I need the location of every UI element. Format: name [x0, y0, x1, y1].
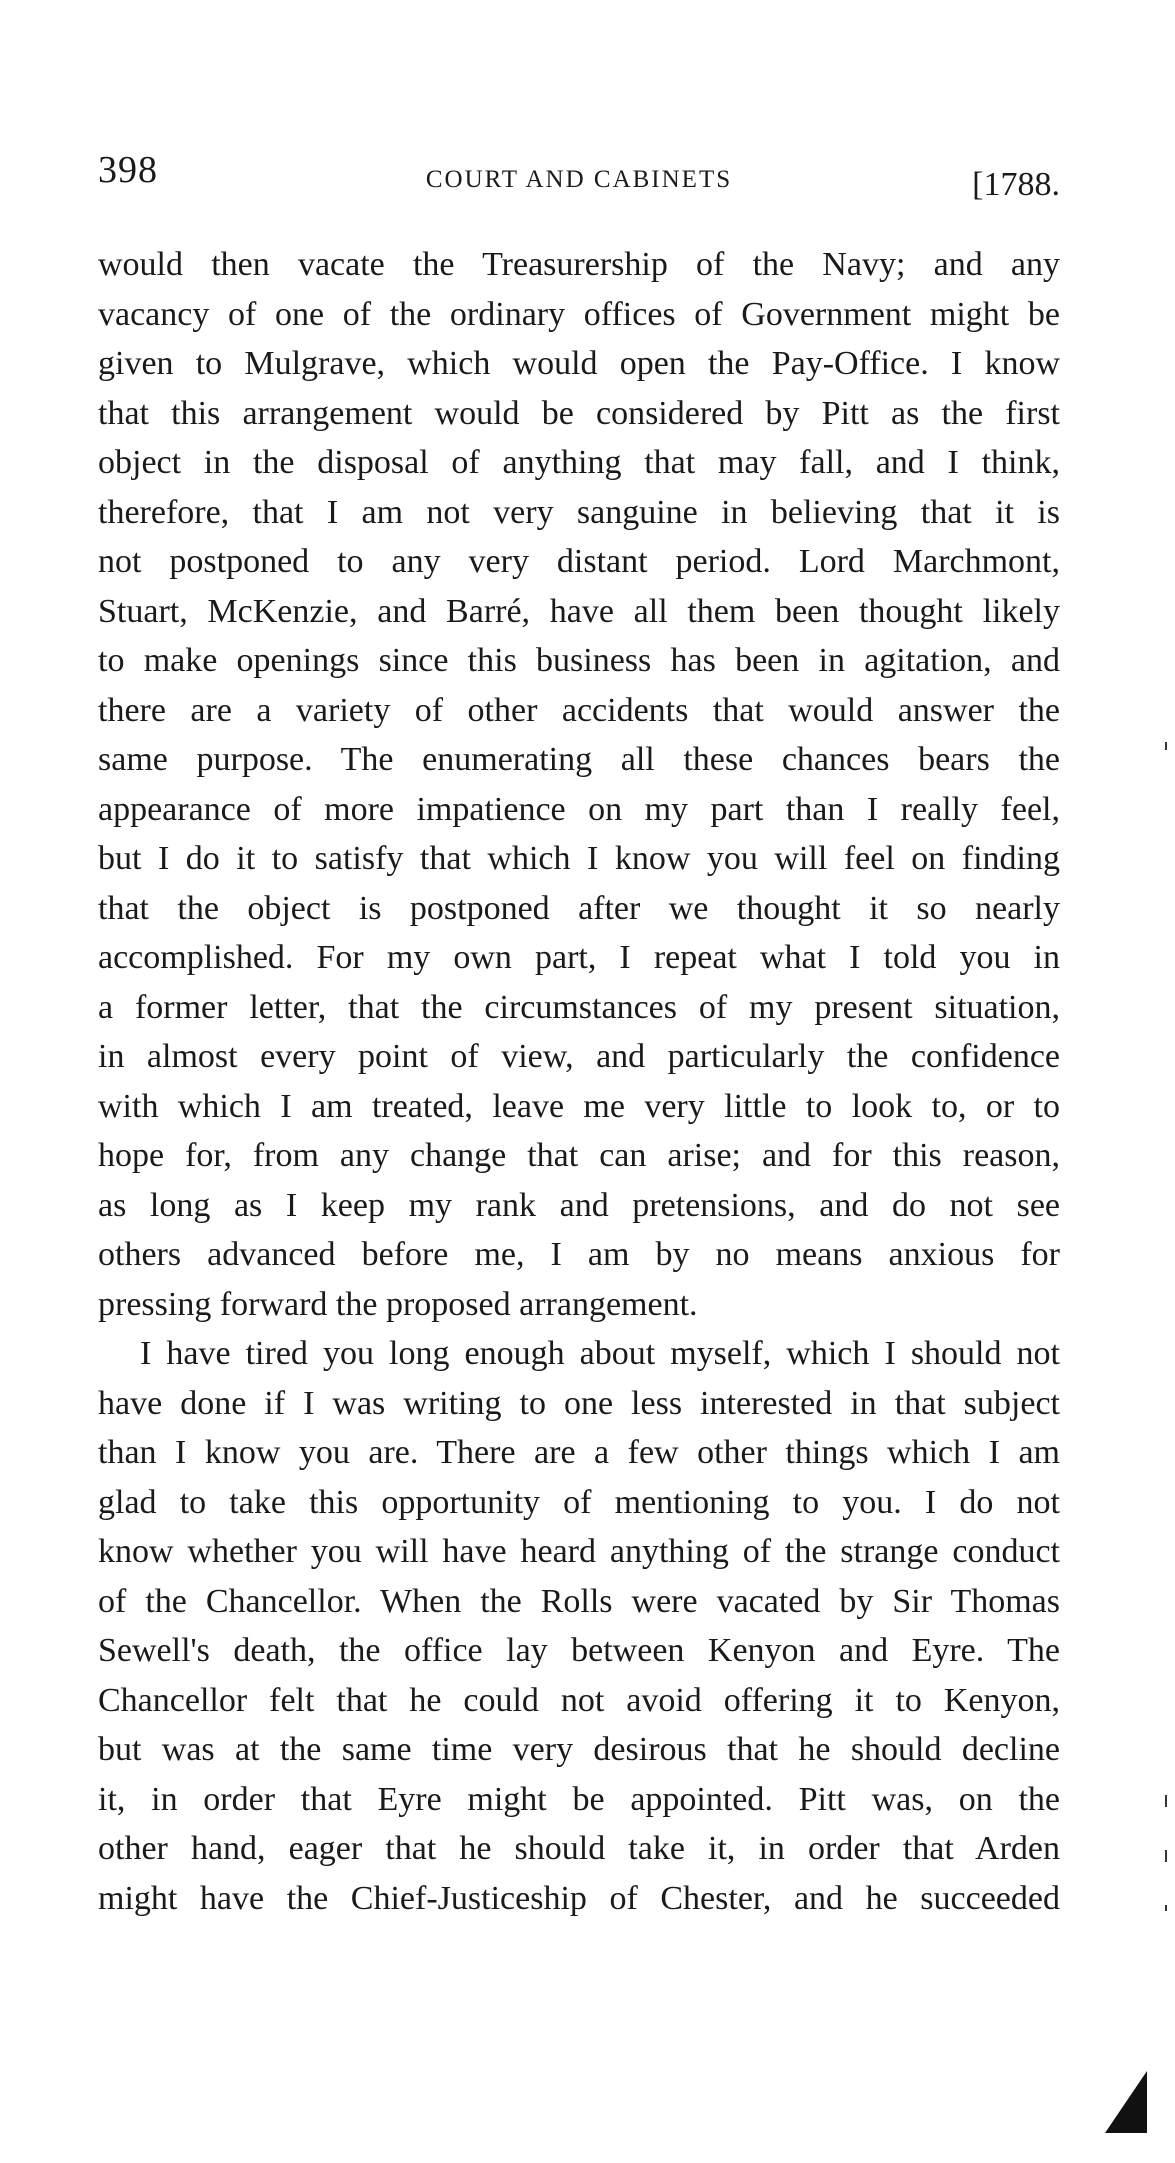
running-title: COURT AND CABINETS: [425, 166, 733, 193]
text-line: that this arrangement would be considered by Pitt as the first: [98, 394, 1060, 432]
text-line: but I do it to satisfy that which I know you will feel on finding: [98, 840, 1060, 877]
text-line: accomplished. For my own part, I repeat what I told you in: [98, 939, 1060, 976]
text-line: there are a variety of other accidents that would answer the: [98, 691, 1060, 729]
text-line: Stuart, McKenzie, and Barré, have all them been thought likely: [98, 592, 1060, 630]
text-line: a former letter, that the circumstances of my present situation,: [98, 988, 1060, 1026]
year-marker: [1788.: [972, 166, 1060, 203]
text-line: of the Chancellor. When the Rolls were vacated by Sir Thomas: [98, 1582, 1060, 1620]
page-corner-mark: [1105, 2071, 1147, 2133]
text-line: not postponed to any very distant period. Lord Marchmont,: [98, 543, 1060, 580]
text-line: as long as I keep my rank and pretensions, and do not see: [98, 1186, 1060, 1224]
text-line: know whether you will have heard anything of the strange conduct: [98, 1533, 1060, 1570]
text-line: therefore, that I am not very sanguine in believing that it is: [98, 493, 1060, 531]
text-line: hope for, from any change that can arise; and for this reason,: [98, 1137, 1060, 1174]
text-line: than I know you are. There are a few other things which I am: [98, 1434, 1060, 1471]
text-line: object in the disposal of anything that may fall, and I think,: [98, 444, 1060, 481]
text-line: same purpose. The enumerating all these chances bears the: [98, 741, 1060, 778]
text-line: have done if I was writing to one less interested in that subject: [98, 1384, 1060, 1422]
text-line: it, in order that Eyre might be appointed. Pitt was, on the: [98, 1780, 1060, 1818]
page-number: 398: [98, 149, 158, 191]
text-line: other hand, eager that he should take it, in order that Arden: [98, 1830, 1060, 1867]
text-line: others advanced before me, I am by no means anxious for: [98, 1236, 1060, 1273]
text-line: with which I am treated, leave me very little to look to, or to: [98, 1087, 1060, 1125]
text-line: that the object is postponed after we thought it so nearly: [98, 889, 1060, 927]
text-line: in almost every point of view, and particularly the confidence: [98, 1038, 1060, 1075]
margin-tick-mark: [1165, 742, 1167, 750]
text-line: but was at the same time very desirous that he should decline: [98, 1731, 1060, 1768]
text-line: appearance of more impatience on my part than I really feel,: [98, 790, 1060, 828]
text-line: might have the Chief-Justiceship of Chester, and he succeeded: [98, 1879, 1060, 1917]
text-line: would then vacate the Treasurership of the Navy; and any: [98, 246, 1060, 283]
page-header: [98, 148, 1060, 208]
paragraph-2: [98, 1329, 1060, 1923]
margin-tick-mark: [1165, 1795, 1167, 1807]
text-line: glad to take this opportunity of mentioning to you. I do not: [98, 1483, 1060, 1521]
margin-tick-mark: [1165, 1850, 1167, 1862]
text-line: pressing forward the proposed arrangement.: [98, 1285, 698, 1323]
text-line: Chancellor felt that he could not avoid offering it to Kenyon,: [98, 1681, 1060, 1719]
text-line: vacancy of one of the ordinary offices of Government might be: [98, 295, 1060, 333]
body-text: [98, 240, 1060, 1923]
text-line: I have tired you long enough about myself, which I should not: [140, 1335, 1060, 1372]
text-line: to make openings since this business has been in agitation, and: [98, 642, 1060, 679]
text-line: Sewell's death, the office lay between Kenyon and Eyre. The: [98, 1632, 1060, 1669]
paragraph-1: [98, 240, 1060, 1329]
text-line: given to Mulgrave, which would open the Pay-Office. I know: [98, 345, 1060, 382]
margin-tick-mark: [1165, 1905, 1167, 1911]
